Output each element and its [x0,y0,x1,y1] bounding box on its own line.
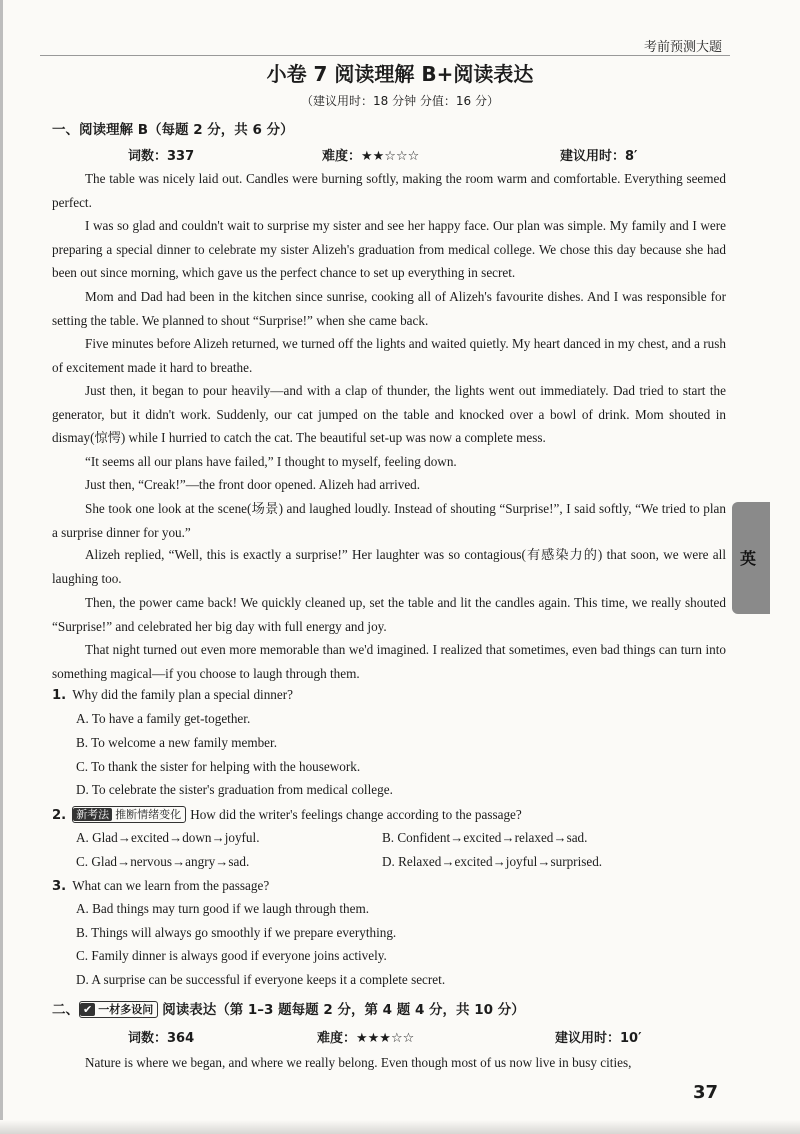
passage-paragraph: I was so glad and couldn't wait to surprise my sister and see her happy face. Our plan was simple. My family and I were preparing a special dinner to celebrate my sister Alizeh's graduation from medical college. We chose this day because she had been out since morning, which gave us the perfect chance to set up everything in secret. [52,218,726,280]
header-tag: 考前预测大题 [643,40,722,55]
option-c[interactable]: C. Family dinner is always good if everyone joins actively. [76,948,387,963]
header-rule [40,55,730,56]
page-title: 小卷 7 阅读理解 B+阅读表达 [266,62,534,86]
question-number: 1. [52,688,67,703]
question-number: 2. [52,808,67,823]
question-1 [52,687,732,703]
option-c[interactable]: C. To thank the sister for helping with the housework. [76,759,361,774]
option-a[interactable]: A. To have a family get-together. [76,711,251,726]
option-d[interactable]: D. Relaxed→excited→joyful→surprised. [382,854,603,869]
option-b[interactable]: B. To welcome a new family member. [76,735,277,750]
question-2 [52,806,732,823]
passage-paragraph: Mom and Dad had been in the kitchen since sunrise, cooking all of Alizeh's favourite dishes. And I was responsible for setting the table. We planned to shout “Surprise!” when she came back. [52,289,726,328]
suggested-time: 建议用时：8′ [560,149,638,164]
option-c[interactable]: C. Glad→nervous→angry→sad. [76,854,250,869]
option-a[interactable]: A. Bad things may turn good if we laugh through them. [76,901,370,916]
passage-paragraph: Just then, “Creak!”—the front door opened. Alizeh had arrived. [85,477,421,492]
word-count: 词数：364 [128,1031,195,1046]
passage-paragraph: Alizeh replied, “Well, this is exactly a surprise!” Her laughter was so contagious(有感染力的) that soon, we were all laughing too. [52,547,726,586]
page-bottom-edge [0,1120,800,1134]
passage-paragraph: Five minutes before Alizeh returned, we turned off the lights and waited quietly. My heart danced in my chest, and a rush of excitement made it hard to breathe. [52,336,726,375]
question-text: What can we learn from the passage? [72,878,270,893]
passage-paragraph: Then, the power came back! We quickly cleaned up, set the table and lit the candles again. This time, we really shouted “Surprise!” and celebrated her big day with full energy and joy. [52,595,726,634]
option-b[interactable]: B. Things will always go smoothly if we prepare everything. [76,925,397,940]
option-a[interactable]: A. Glad→excited→down→joyful. [76,830,260,845]
question-number: 3. [52,879,67,894]
page-subtitle: （建议用时：18 分钟 分值：16 分） [301,94,499,108]
page-left-edge [0,0,3,1134]
passage-paragraph: Nature is where we began, and where we really belong. Even though most of us now live in busy cities, [85,1055,632,1070]
section1-heading: 一、阅读理解 B（每题 2 分，共 6 分） [52,122,294,138]
passage-paragraph: That night turned out even more memorable than we'd imagined. I realized that sometimes, even bad things can turn into something magical—if you choose to laugh through them. [52,642,726,681]
passage-paragraph: The table was nicely laid out. Candles were burning softly, making the room warm and comfortable. Everything seemed perfect. [52,171,726,210]
passage-paragraph: She took one look at the scene(场景) and laughed loudly. Instead of shouting “Surprise!”, I said softly, “We tried to plan a surprise dinner for you.” [52,501,726,540]
option-b[interactable]: B. Confident→excited→relaxed→sad. [382,830,588,845]
new-method-badge: 新考法 推断情绪变化 [72,806,186,823]
passage-paragraph: Just then, it began to pour heavily—and with a clap of thunder, the lights went out immediately. Dad tried to start the generator, but it didn't work. Suddenly, our cat jumped on the table and knocked over a bowl of drink. Mom shouted in dismay(惊愕) while I hurried to catch the cat. The beautiful set-up was now a complete mess. [52,383,726,445]
difficulty-rating: 难度：★★☆☆☆ [322,149,420,164]
difficulty-rating: 难度：★★★☆☆ [317,1031,415,1046]
section2-heading: 二、 ✔ 一材多设问 阅读表达（第 1–3 题每题 2 分，第 4 题 4 分，共 10 分） [52,1002,525,1018]
passage-paragraph: “It seems all our plans have failed,” I thought to myself, feeling down. [85,454,457,469]
question-text: How did the writer's feelings change according to the passage? [190,807,522,822]
word-count: 词数：337 [128,149,195,164]
subject-side-tab: 英 [732,502,770,614]
question-text: Why did the family plan a special dinner? [72,687,294,702]
suggested-time: 建议用时：10′ [555,1031,642,1046]
multi-question-badge: ✔ 一材多设问 [79,1001,158,1018]
question-3 [52,878,732,894]
option-d[interactable]: D. To celebrate the sister's graduation from medical college. [76,782,393,797]
option-d[interactable]: D. A surprise can be successful if everyone keeps it a complete secret. [76,972,446,987]
page-number: 37 [692,1082,718,1103]
